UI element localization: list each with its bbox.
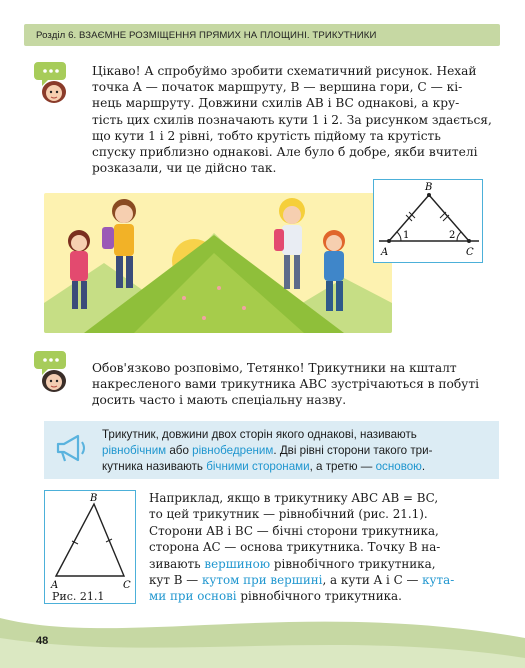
section-header bbox=[24, 24, 500, 46]
text-line: досить часто і мають спеціальну назву. bbox=[92, 393, 347, 408]
def-part: кутника називають bbox=[102, 460, 207, 473]
tetyanka-avatar bbox=[34, 58, 90, 104]
text-line: Цікаво! А спробуймо зробити схематичний рисунок. Нехай bbox=[92, 64, 477, 78]
schematic-triangle bbox=[373, 179, 483, 263]
term-vertex-angle: кутом при вершині bbox=[201, 573, 323, 588]
text-line: розказали, чи це дійсно так. bbox=[92, 161, 277, 176]
text-line: Обов'язково розповімо, Тетянко! Трикутники на кшталт bbox=[92, 361, 457, 375]
hiking-illustration bbox=[44, 193, 392, 333]
teacher-avatar bbox=[34, 347, 90, 393]
text-line: Сторони AB і BC — бічні сторони трикутника, bbox=[149, 523, 439, 538]
text-line: тість цих схилів позначають кути 1 і 2. За рисунком здається, bbox=[92, 112, 492, 127]
def-part: або bbox=[166, 444, 193, 457]
text-line: що кути 1 і 2 рівні, тобто крутість підйому та крутість bbox=[92, 128, 441, 143]
text-part: кут B — bbox=[149, 573, 202, 588]
def-part: . bbox=[421, 460, 426, 473]
text-line: накресленого вами трикутника ABC зустрічаються в побуті bbox=[92, 377, 479, 392]
text-line: сторона AC — основа трикутника. Точку B на- bbox=[149, 540, 441, 555]
term-side-edges: бічними сторонами bbox=[206, 460, 310, 473]
text-part: , а кути A і C — bbox=[322, 573, 423, 588]
text-part: рівнобічного трикутника. bbox=[236, 589, 402, 604]
fig-vertex-a: A bbox=[51, 580, 59, 590]
figure-caption: Рис. 21.1 bbox=[52, 590, 105, 603]
angle-1-label: 1 bbox=[403, 230, 410, 241]
text-line: Наприклад, якщо в трикутнику ABC AB = BC, bbox=[149, 491, 439, 505]
text-part: рівнобічного трикутника, bbox=[270, 556, 436, 571]
term-rivnobichnyi: рівнобічним bbox=[102, 444, 167, 457]
text-part: зивають bbox=[149, 556, 205, 571]
fig-vertex-b: B bbox=[90, 493, 98, 504]
fig-vertex-c: C bbox=[123, 580, 131, 590]
text-line: точка A — початок маршруту, B — вершина гори, C — кі- bbox=[92, 80, 463, 95]
example-paragraph bbox=[149, 490, 499, 605]
isosceles-triangle-figure bbox=[44, 490, 136, 590]
teacher-paragraph bbox=[92, 360, 492, 409]
definition-text bbox=[102, 427, 480, 475]
term-vertex: вершиною bbox=[204, 556, 271, 571]
def-part: . Дві рівні сторони такого три- bbox=[273, 444, 433, 457]
text-line: то цей трикутник — рівнобічний (рис. 21.1). bbox=[149, 507, 428, 522]
text-line: нець маршруту. Довжини схилів AB і BC однакові, а кру- bbox=[92, 96, 460, 111]
vertex-c-label: C bbox=[466, 247, 474, 258]
term-base-angles-2: ми при основі bbox=[149, 589, 237, 604]
vertex-b-label: B bbox=[425, 182, 433, 193]
megaphone-icon bbox=[52, 428, 92, 468]
def-part: , а третю — bbox=[309, 460, 376, 473]
page-number: 48 bbox=[36, 635, 49, 647]
bottom-decoration bbox=[0, 608, 525, 668]
term-base: основою bbox=[375, 460, 422, 473]
section-title: Розділ 6. ВЗАЄМНЕ РОЗМІЩЕННЯ ПРЯМИХ НА ПЛОЩИНІ. ТРИКУТНИКИ bbox=[36, 29, 377, 41]
text-line: спуску приблизно однакові. Але було б добре, якби вчителі bbox=[92, 145, 478, 160]
term-base-angles-1: кута- bbox=[422, 573, 455, 588]
def-part: Трикутник, довжини двох сторін якого однакові, називають bbox=[102, 428, 417, 441]
term-rivnobedrenyi: рівнобедреним bbox=[192, 444, 274, 457]
angle-2-label: 2 bbox=[449, 230, 456, 241]
vertex-a-label: A bbox=[381, 247, 389, 258]
intro-paragraph bbox=[92, 63, 492, 176]
